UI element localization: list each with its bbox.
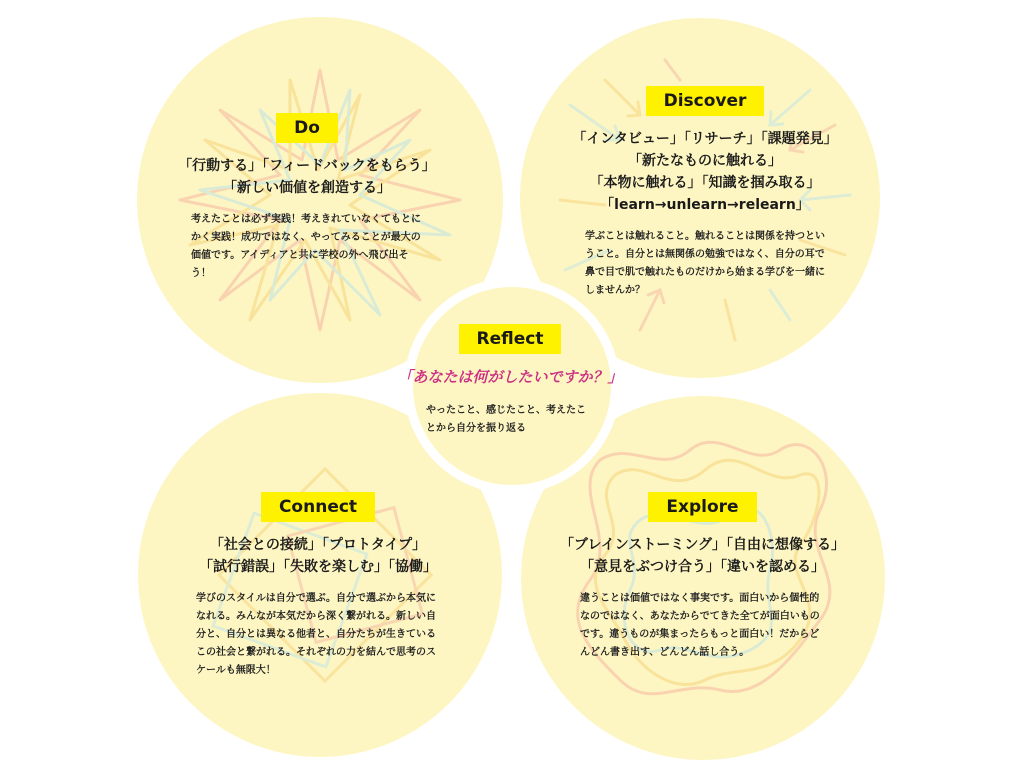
do-headline	[172, 155, 442, 199]
explore-headline-line: 「ブレインストーミング」「自由に想像する」	[560, 537, 846, 553]
reflect-section	[385, 324, 635, 438]
discover-headline-line: 「新たなものに触れる」	[628, 153, 782, 169]
reflect-question: 「あなたは何がしたいですか？」	[397, 368, 623, 386]
discover-headline-line: 「本物に触れる」「知識を掴み取る」	[589, 175, 821, 191]
connect-headline	[178, 534, 458, 578]
explore-headline-line: 「意見をぶつけ合う」「違いを認める」	[580, 559, 825, 575]
discover-headline	[560, 128, 850, 216]
connect-headline-line: 「試行錯誤」「失敗を楽しむ」「協働」	[199, 559, 437, 575]
do-tag: Do	[276, 113, 338, 143]
connect-headline-line: 「社会との接続」「プロトタイプ」	[209, 537, 427, 553]
explore-headline	[560, 534, 845, 578]
do-headline-line: 「新しい価値を創造する」	[223, 180, 391, 196]
discover-body: 学ぶことは触れること。触れることは関係を持つということ。自分とは無関係の勉強ではなく、自分の耳で鼻で目で肌で触れたものだけから始まる学びを一緒にしませんか？	[585, 231, 825, 296]
discover-section	[560, 86, 850, 300]
explore-section	[560, 492, 845, 662]
reflect-tag: Reflect	[459, 324, 562, 354]
explore-tag: Explore	[648, 492, 756, 522]
do-headline-line: 「行動する」「フィードバックをもらう」	[178, 158, 436, 174]
do-body: 考えたことは必ず実践！考えきれていなくてもとにかく実践！成功ではなく、やってみることが最大の価値です。アイディアと共に学校の外へ飛び出そう！	[191, 214, 421, 279]
connect-section	[178, 492, 458, 680]
do-section	[172, 113, 442, 283]
explore-body: 違うことは価値ではなく事実です。面白いから個性的なのではなく、あなたからでてきた全てが面白いものです。違うものが集まったらもっと面白い！だからどんどん書き出す、どんどん話し合う。	[580, 593, 820, 658]
discover-headline-line: 「learn→unlearn→relearn」	[600, 197, 810, 213]
discover-headline-line: 「インタビュー」「リサーチ」「課題発見」	[572, 131, 838, 147]
discover-tag: Discover	[646, 86, 765, 116]
connect-tag: Connect	[261, 492, 375, 522]
reflect-body: やったこと、感じたこと、考えたことから自分を振り返る	[426, 405, 586, 434]
connect-body: 学びのスタイルは自分で選ぶ。自分で選ぶから本気になれる。みんなが本気だから深く繋がれる。新しい自分と、自分とは異なる他者と、自分たちが生きているこの社会と繋がれる。それぞれの力を結んで思考のスケールも無限大！	[196, 593, 436, 676]
